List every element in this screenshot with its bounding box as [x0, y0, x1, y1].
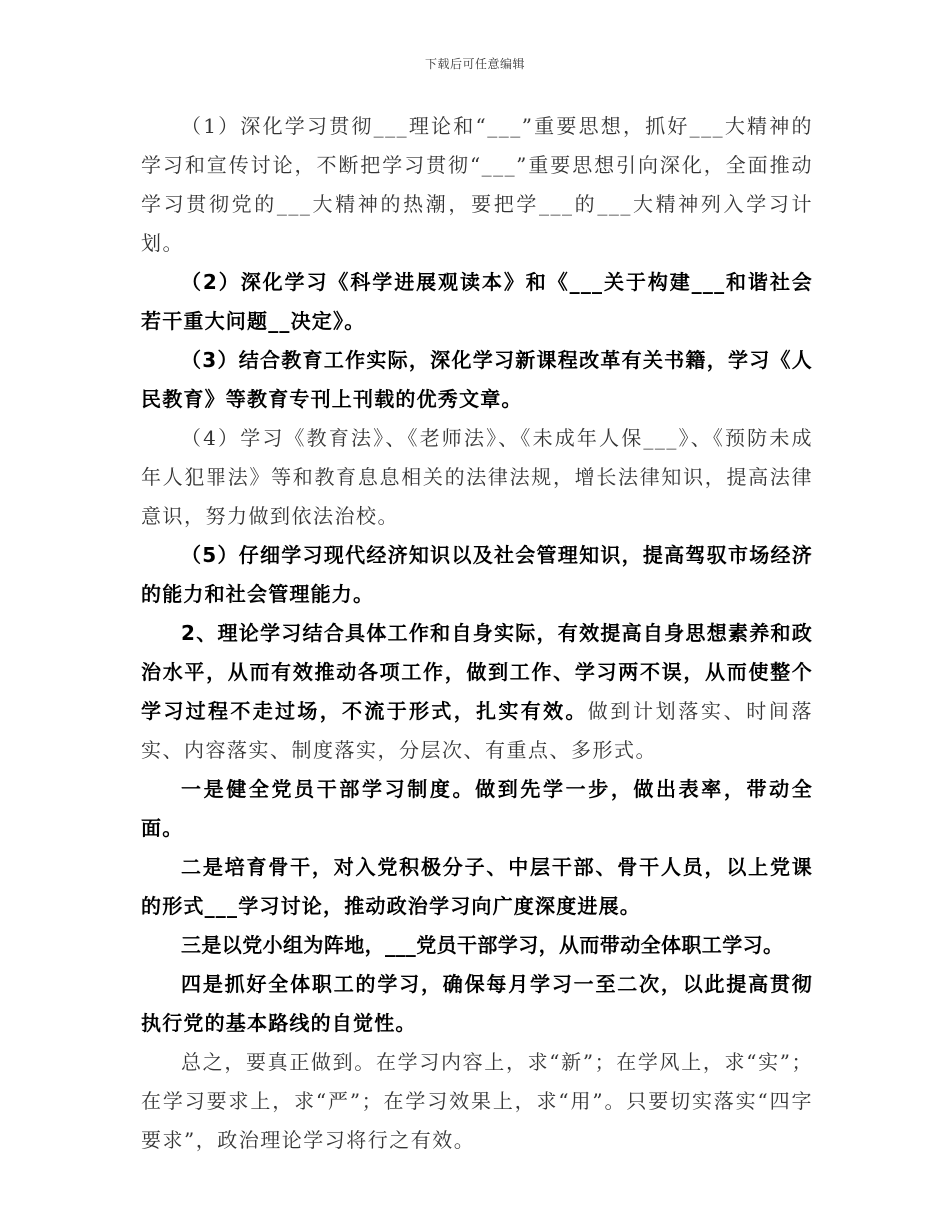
paragraph-point-one: 一是健全党员干部学习制度。做到先学一步，做出表率，带动全面。 [141, 777, 813, 840]
paragraph-conclusion: 总之，要真正做到。在学习内容上，求“新”；在学风上，求“实”；在学习要求上，求“严”；在学习效果上，求“用”。只要切实落实“四字要求”，政治理论学习将行之有效。 [141, 1050, 813, 1152]
paragraph-study-theory: （1）深化学习贯彻___理论和“___”重要思想，抓好___大精神的学习和宣传讨论，不断把学习贯彻“___”重要思想引向深化，全面推动学习贯彻党的___大精神的热潮，要把学___的___大精神列入学习计划。 [141, 114, 813, 255]
paragraph-theory-practice [141, 614, 813, 770]
paragraph-point-three: 三是以党小组为阵地，___党员干部学习，从而带动全体职工学习。 [181, 933, 784, 957]
document-body [141, 107, 813, 1160]
paragraph-education-reform: （3）结合教育工作实际，深化学习新课程改革有关书籍，学习《人民教育》等教育专刊上刊载的优秀文章。 [141, 348, 813, 411]
paragraph-point-four: 四是抓好全体职工的学习，确保每月学习一至二次，以此提高贯彻执行党的基本路线的自觉性。 [141, 972, 813, 1035]
paragraph-theory-practice-tail: 做到计划落实、时间落实、内容落实、制度落实，分层次、有重点、多形式。 [141, 699, 814, 762]
page-header: 下载后可任意编辑 [424, 57, 525, 71]
paragraph-study-readings: （2）深化学习《科学进展观读本》和《___关于构建___和谐社会若干重大问题__决定》。 [141, 270, 813, 333]
paragraph-point-two: 二是培育骨干，对入党积极分子、中层干部、骨干人员，以上党课的形式___学习讨论，推动政治学习向广度深度进展。 [141, 855, 813, 918]
paragraph-theory-practice-main: 2、理论学习结合具体工作和自身实际，有效提高自身思想素养和政治水平，从而有效推动各项工作，做到工作、学习两不误，从而使整个学习过程不走过场，不流于形式，扎实有效。 [141, 621, 813, 723]
paragraph-legal-study: （4）学习《教育法》、《老师法》、《未成年人保___》、《预防未成年人犯罪法》等和教育息息相关的法律法规，增长法律知识，提高法律意识，努力做到依法治校。 [141, 426, 813, 528]
paragraph-economic-knowledge: （5）仔细学习现代经济知识以及社会管理知识，提高驾驭市场经济的能力和社会管理能力。 [141, 543, 813, 606]
